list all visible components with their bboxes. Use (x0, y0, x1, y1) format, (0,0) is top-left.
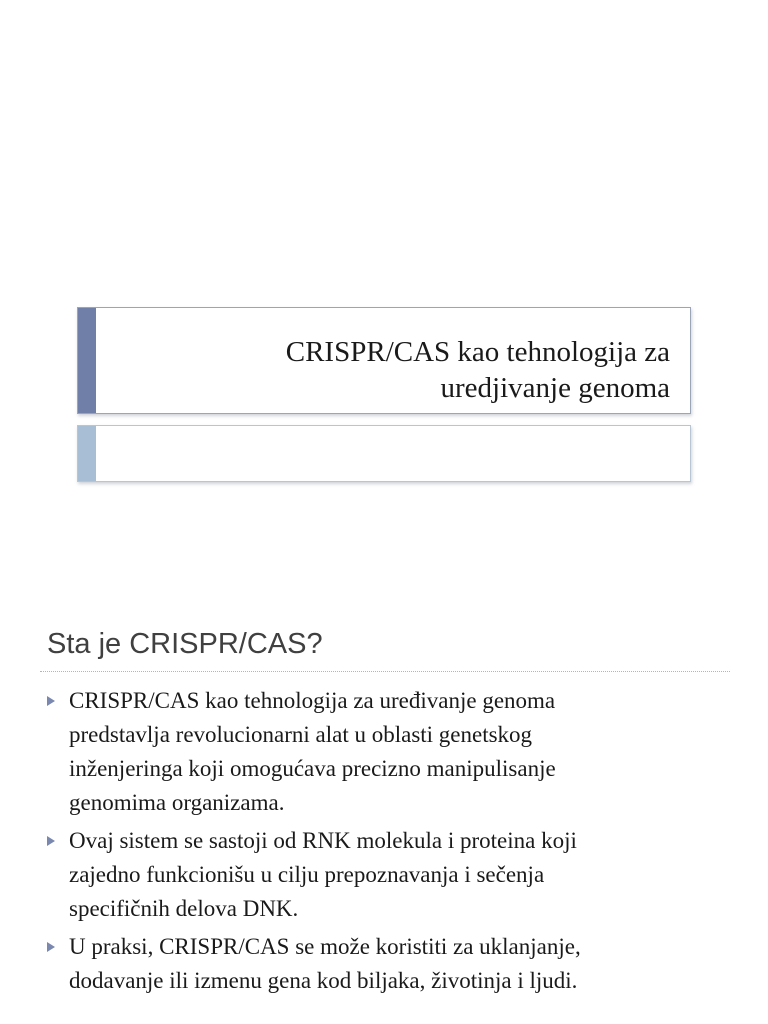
title-line-1: CRISPR/CAS kao tehnologija za (285, 336, 670, 368)
bullet-line: CRISPR/CAS kao tehnologija za uređivanje genoma (69, 688, 556, 713)
triangle-bullet-icon (47, 836, 55, 846)
bullet-line: Ovaj sistem se sastoji od RNK molekula i proteina koji (69, 828, 577, 853)
title-accent-bar (78, 308, 96, 413)
title-line-2: uredjivanje genoma (440, 372, 670, 404)
triangle-bullet-icon (47, 696, 55, 706)
title-box (77, 307, 691, 414)
bullet-item (47, 824, 727, 926)
triangle-bullet-icon (47, 942, 55, 952)
bullet-list (47, 684, 727, 1002)
content-slide (0, 600, 768, 1024)
bullet-line: zajedno funkcionišu u cilju prepoznavanja i sečenja (69, 862, 545, 887)
slide-title (286, 334, 670, 406)
bullet-line: predstavlja revolucionarni alat u oblasti genetskog (69, 722, 533, 747)
bullet-line: dodavanje ili izmenu gena kod biljaka, životinja i ljudi. (69, 968, 578, 993)
bullet-item (47, 930, 727, 998)
subtitle-accent-bar (78, 426, 96, 481)
subtitle-box (77, 425, 691, 482)
slide-heading: Sta je CRISPR/CAS? (47, 628, 323, 660)
bullet-line: U praksi, CRISPR/CAS se može koristiti za uklanjanje, (69, 934, 581, 959)
bullet-item (47, 684, 727, 820)
bullet-line: inženjeringa koji omogućava precizno manipulisanje (69, 756, 556, 781)
bullet-line: genomima organizama. (69, 790, 285, 815)
heading-divider (40, 671, 730, 672)
bullet-line: specifičnih delova DNK. (69, 896, 299, 921)
